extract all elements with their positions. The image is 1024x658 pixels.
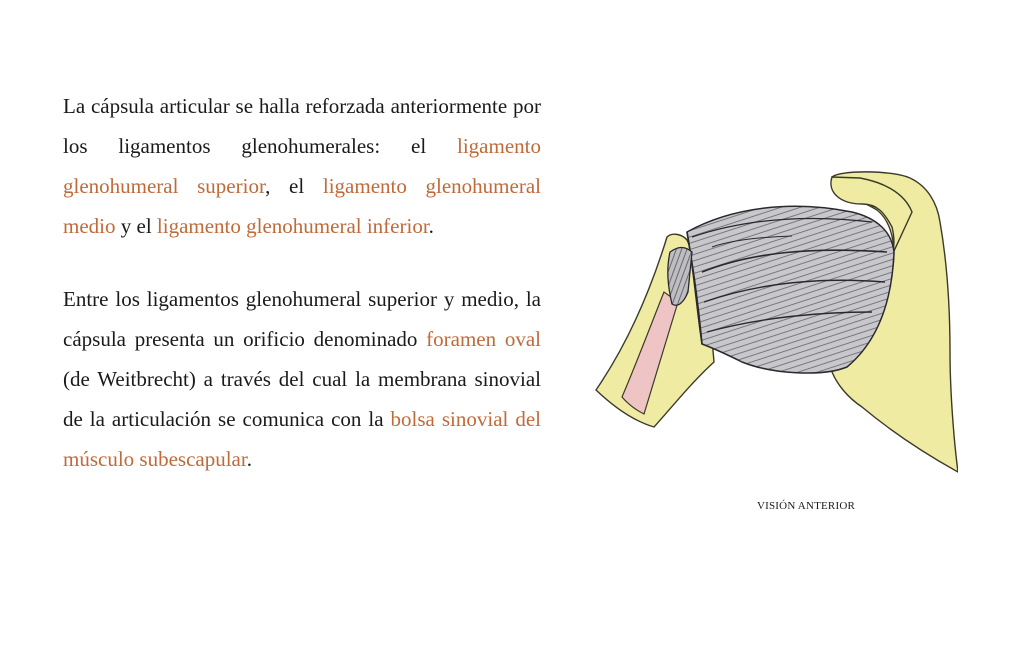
figure-caption: VISIÓN ANTERIOR	[756, 500, 856, 512]
link-ligamento-glenohumeral-medio[interactable]: ligamento glenohumeral medio	[63, 174, 541, 238]
text-segment: La cápsula articular se halla reforzada anteriormente por los ligamentos glenohumerales: el	[63, 94, 541, 158]
text-segment: , el	[265, 174, 323, 198]
shoulder-anatomy-svg	[592, 152, 958, 477]
link-foramen-oval[interactable]: foramen oval	[426, 327, 541, 351]
joint-capsule	[687, 206, 894, 373]
link-ligamento-glenohumeral-superior[interactable]: ligamento glenohumeral superior	[63, 134, 541, 198]
link-bolsa-sinovial-subescapular[interactable]: bolsa sinovial del músculo subescapular	[63, 407, 541, 471]
text-segment: .	[428, 214, 434, 238]
text-segment: Entre los ligamentos glenohumeral superior y medio, la cápsula presenta un orificio denominado	[63, 287, 541, 351]
text-segment: .	[246, 447, 252, 471]
link-ligamento-glenohumeral-inferior[interactable]: ligamento glenohumeral inferior	[156, 214, 429, 238]
shoulder-illustration	[592, 152, 958, 477]
paragraph-foramen	[63, 279, 541, 479]
text-segment: (de Weitbrecht) a través del cual la membrana sinovial de la articulación se comunica con la	[63, 367, 541, 431]
text-segment: y el	[115, 214, 157, 238]
text-column	[63, 86, 541, 479]
paragraph-capsula	[63, 86, 541, 246]
